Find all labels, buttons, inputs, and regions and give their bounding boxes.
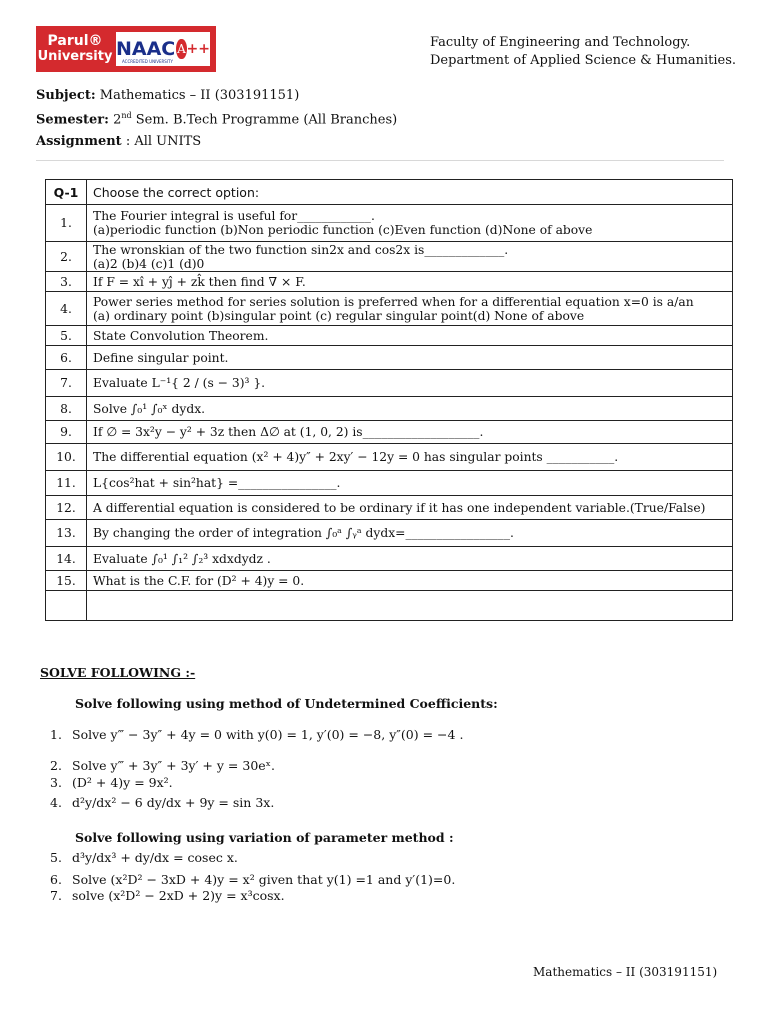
table-row [46,591,733,621]
question-number: 12. [46,496,87,520]
question-line: The differential equation (x² + 4)y″ + 2xy′ − 12y = 0 has singular points ___________. [93,450,619,464]
question-number: 2. [46,242,87,272]
question-number: 3. [46,272,87,292]
question-number: 9. [46,421,87,444]
question-number: 14. [46,547,87,571]
question-line: Evaluate L⁻¹{ 2 / (s − 3)³ }. [93,376,266,390]
problem-text: Solve (x²D² − 3xD + 4)y = x² given that y(1) =1 and y′(1)=0. [72,872,456,887]
question-line: Define singular point. [93,350,229,365]
question-options: (a)periodic function (b)Non periodic function (c)Even function (d)None of above [93,223,593,237]
question-line: L{cos²hat + sin²hat} =________________. [93,476,341,490]
question-group-instruction: Choose the correct option: [87,180,733,205]
table-row [46,571,733,591]
table-row [46,496,733,520]
table-row [46,520,733,547]
problem-text: d³y/dx³ + dy/dx = cosec x. [72,850,238,865]
header-divider [36,160,724,161]
problem-item [50,727,463,742]
assignment-line: Assignment : All UNITS [36,134,202,149]
problem-text: d²y/dx² − 6 dy/dx + 9y = sin 3x. [72,795,275,810]
table-row [46,272,733,292]
table-row [46,397,733,421]
question-number [46,591,87,621]
department-name: Department of Applied Science & Humanities. [430,53,737,68]
question-group-label: Q-1 [46,180,87,205]
question-number: 13. [46,520,87,547]
parul-university-wordmark: Parul® University [37,33,113,64]
table-row [46,421,733,444]
question-text [87,471,733,496]
question-line: If ∅ = 3x²y − y² + 3z then Δ∅ at (1, 0, 2) is___________________. [93,425,484,439]
question-options: (a)2 (b)4 (c)1 (d)0 [93,256,205,271]
problem-text: solve (x²D² − 2xD + 2)y = x³cosx. [72,888,285,903]
problem-number: 2. [50,758,62,773]
question-text [87,272,733,292]
table-row [46,346,733,370]
grade-circle: A [176,39,186,59]
question-text [87,370,733,397]
section2-title: Solve following using variation of parameter method : [75,830,454,845]
question-number: 8. [46,397,87,421]
question-line: State Convolution Theorem. [93,328,269,343]
question-line: Solve ∫₀¹ ∫₀ˣ dydx. [93,401,206,416]
institution-block [430,34,736,70]
problem-text: (D² + 4)y = 9x². [72,775,173,790]
question-number: 10. [46,444,87,471]
question-text [87,242,733,272]
question-line: Power series method for series solution is preferred when for a differential equation x=0 is a/an [93,294,694,309]
solve-heading: SOLVE FOLLOWING :- [40,665,196,680]
question-number: 5. [46,326,87,346]
problem-number: 4. [50,795,62,810]
question-number: 11. [46,471,87,496]
table-row [46,471,733,496]
problem-item [50,775,173,790]
question-number: 4. [46,292,87,326]
question-text [87,397,733,421]
question-number: 6. [46,346,87,370]
semester-line: Semester: 2nd Sem. B.Tech Programme (All Branches) [36,111,398,128]
problem-item [50,872,455,887]
problem-number: 5. [50,850,62,865]
problem-text: Solve y‴ − 3y″ + 4y = 0 with y(0) = 1, y′(0) = −8, y″(0) = −4 . [72,727,464,742]
problem-number: 6. [50,872,62,887]
question-number: 1. [46,205,87,242]
problem-number: 3. [50,775,62,790]
question-text [87,520,733,547]
problem-item [50,758,275,773]
table-row [46,326,733,346]
question-line: What is the C.F. for (D² + 4)y = 0. [93,573,305,588]
question-line: Evaluate ∫₀¹ ∫₁² ∫₂³ xdxdydz . [93,551,271,566]
table-row [46,370,733,397]
question-number: 7. [46,370,87,397]
problem-item [50,888,285,903]
problem-number: 1. [50,727,62,742]
problem-item [50,850,238,865]
question-text [87,421,733,444]
question-text [87,346,733,370]
question-text [87,205,733,242]
question-text [87,444,733,471]
subject-line: Subject: Mathematics – II (303191151) [36,88,300,103]
question-number: 15. [46,571,87,591]
question-line: A differential equation is considered to be ordinary if it has one independent variable.(True/False) [93,500,706,515]
university-logo [36,26,216,72]
question-table [45,179,733,621]
question-line: The Fourier integral is useful for____________. [93,209,375,223]
problem-number: 7. [50,888,62,903]
naac-badge: NAAC A ++ ACCREDITED UNIVERSITY [116,32,210,66]
problem-text: Solve y‴ + 3y″ + 3y′ + y = 30eˣ. [72,758,275,773]
question-line: If F = xî + yĵ + zk̂ then find ∇ × F. [93,274,306,289]
table-row [46,292,733,326]
question-text [87,591,733,621]
question-options: (a) ordinary point (b)singular point (c) regular singular point(d) None of above [93,308,585,323]
section1-title: Solve following using method of Undetermined Coefficients: [75,696,498,711]
table-header-row [46,180,733,205]
question-text [87,547,733,571]
question-text [87,571,733,591]
table-row [46,242,733,272]
question-line: By changing the order of integration ∫₀ᵃ ∫ᵧᵃ dydx=_________________. [93,526,514,540]
faculty-name: Faculty of Engineering and Technology. [430,35,691,50]
question-line: The wronskian of the two function sin2x and cos2x is_____________. [93,242,509,257]
page-footer: Mathematics – II (303191151) [533,965,718,979]
problem-item [50,795,274,810]
question-text [87,496,733,520]
table-row [46,205,733,242]
table-row [46,444,733,471]
question-text [87,326,733,346]
question-text [87,292,733,326]
table-row [46,547,733,571]
